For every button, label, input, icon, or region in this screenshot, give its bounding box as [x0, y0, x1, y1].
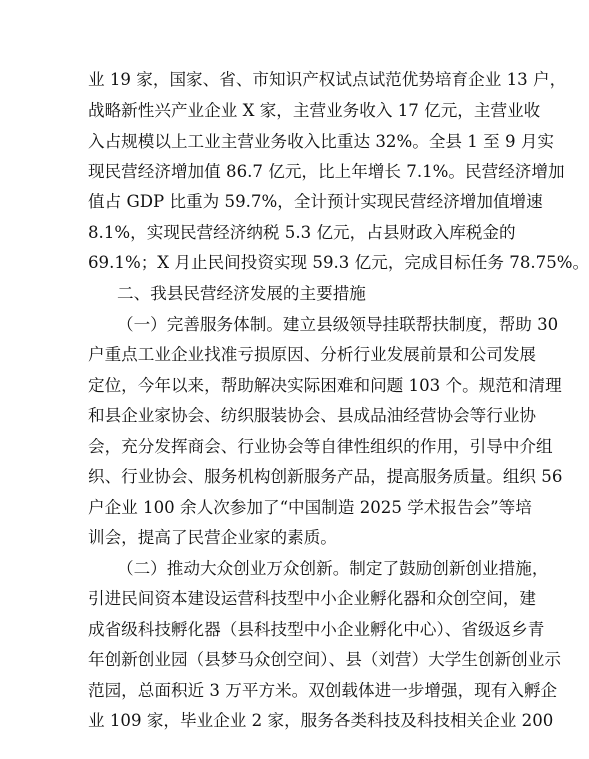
- paragraph-line: 户企业 100 余人次参加了“中国制造 2025 学术报告会”等培: [88, 498, 532, 517]
- paragraph-line: 值占 GDP 比重为 59.7%，全计预计实现民营经济增加值增速: [88, 192, 543, 211]
- paragraph-line: 战略新性兴产业企业 X 家，主营业务收入 17 亿元，主营业收: [88, 101, 541, 120]
- paragraph-line: 业 19 家，国家、省、市知识产权试点试范优势培育企业 13 户，: [88, 70, 567, 89]
- paragraph-line: 69.1%；X 月止民间投资实现 59.3 亿元，完成目标任务 78.75%。: [88, 253, 589, 272]
- paragraph-line: 和县企业家协会、纺织服装协会、县成品油经营协会等行业协: [88, 406, 537, 425]
- paragraph-line: 训会，提高了民营企业家的素质。: [88, 528, 337, 547]
- paragraph-line: 会，充分发挥商会、行业协会等自律性组织的作用，引导中介组: [88, 437, 553, 456]
- paragraph-line: 入占规模以上工业主营业务收入比重达 32%。全县 1 至 9 月实: [88, 132, 555, 151]
- paragraph-line: 现民营经济增加值 86.7 亿元，比上年增长 7.1%。民营经济增加: [88, 162, 565, 181]
- paragraph-line: 定位，今年以来，帮助解决实际困难和问题 103 个。规范和清理: [88, 376, 562, 395]
- paragraph-line: 年创新创业园（县梦马众创空间）、县（刘营）大学生创新创业示: [88, 650, 561, 669]
- paragraph-line: 8.1%，实现民营经济纳税 5.3 亿元，占县财政入库税金的: [88, 223, 516, 242]
- paragraph-line: 业 109 家，毕业企业 2 家，服务各类科技及科技相关企业 200: [88, 711, 554, 730]
- paragraph-line: （一）完善服务体制。建立县级领导挂联帮扶制度，帮助 30: [117, 315, 559, 334]
- paragraph-line: （二）推动大众创业万众创新。制定了鼓励创新创业措施，: [117, 559, 549, 578]
- paragraph-line: 范园，总面积近 3 万平方米。双创载体进一步增强，现有入孵企: [88, 681, 558, 700]
- paragraph-line: 引进民间资本建设运营科技型中小企业孵化器和众创空间，建: [88, 589, 537, 608]
- paragraph-line: 成省级科技孵化器（县科技型中小企业孵化中心）、省级返乡青: [88, 620, 545, 639]
- section-heading: 二、我县民营经济发展的主要措施: [117, 284, 366, 303]
- paragraph-line: 织、行业协会、服务机构创新服务产品，提高服务质量。组织 56: [88, 467, 563, 486]
- paragraph-line: 户重点工业企业找准亏损原因、分析行业发展前景和公司发展: [88, 345, 537, 364]
